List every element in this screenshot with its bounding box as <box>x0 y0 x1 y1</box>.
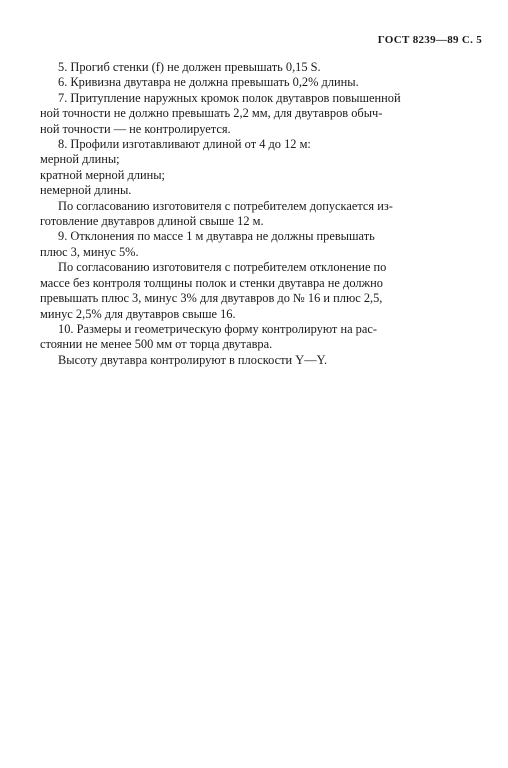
text-line-15: массе без контроля толщины полок и стенки двутавра не должно <box>40 275 383 290</box>
text-line-1: 5. Прогиб стенки (f) не должен превышать 0,15 S. <box>58 60 321 74</box>
text-line-8: кратной мерной длины; <box>40 167 165 182</box>
text-line-12: 9. Отклонения по массе 1 м двутавра не должны превышать <box>58 229 375 244</box>
text-line-6: 8. Профили изготавливают длиной от 4 до 12 м: <box>58 137 311 152</box>
text-line-4: ной точности не должно превышать 2,2 мм, для двутавров обыч- <box>40 106 383 121</box>
text-line-19: стоянии не менее 500 мм от торца двутавра. <box>40 337 273 352</box>
text-line-16: превышать плюс 3, минус 3% для двутавров до № 16 и плюс 2,5, <box>40 291 383 306</box>
text-line-18: 10. Размеры и геометрическую форму контролируют на рас- <box>58 321 377 336</box>
text-line-10: По согласованию изготовителя с потребителем допускается из- <box>58 198 393 213</box>
document-body <box>40 60 480 368</box>
page-header: ГОСТ 8239—89 С. 5 <box>377 34 482 46</box>
text-line-2: 6. Кривизна двутавра не должна превышать 0,2% длины. <box>58 75 359 90</box>
text-line-9: немерной длины. <box>40 183 132 198</box>
text-line-3: 7. Притупление наружных кромок полок двутавров повышенной <box>58 90 401 105</box>
text-line-7: мерной длины; <box>40 152 120 167</box>
text-line-20: Высоту двутавра контролируют в плоскости Y—Y. <box>58 352 328 367</box>
text-line-14: По согласованию изготовителя с потребителем отклонение по <box>58 260 387 275</box>
text-line-11: готовление двутавров длиной свыше 12 м. <box>40 214 264 229</box>
text-line-13: плюс 3, минус 5%. <box>40 244 139 259</box>
text-line-5: ной точности — не контролируется. <box>40 121 231 136</box>
text-line-17: минус 2,5% для двутавров свыше 16. <box>40 306 236 321</box>
